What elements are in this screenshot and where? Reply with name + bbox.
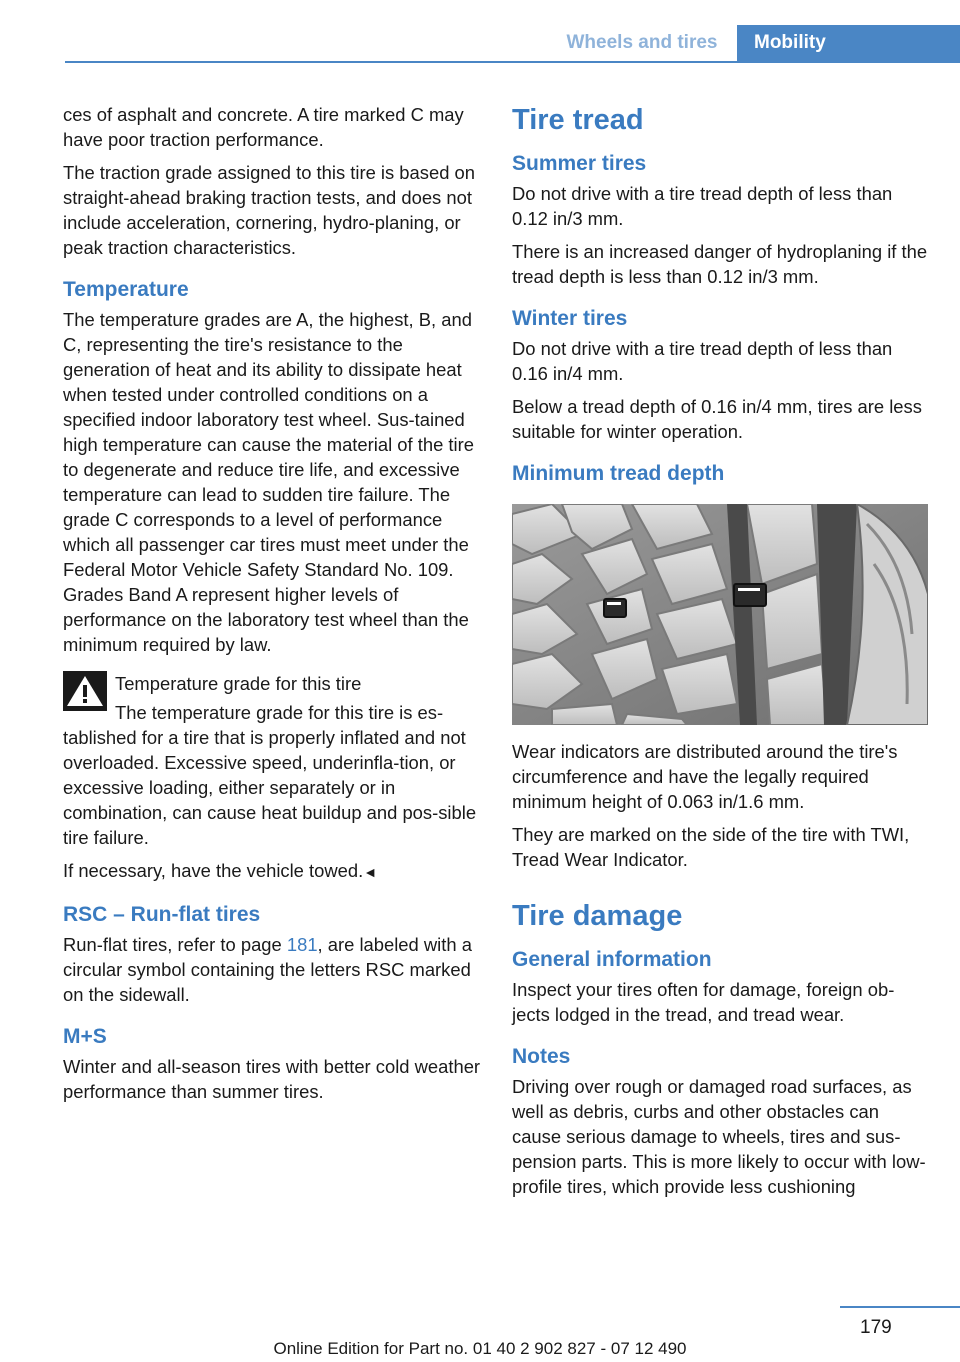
- paragraph-temperature: The temperature grades are A, the highest, B, and C, representing the tire's resistance to the generation of heat and its ability to dissipate heat when tested under controlled conditions on a specified indoor laboratory test wheel. Sus-tained high temperature can cause the material of the tire to degenerate and reduce tire life, and excessive temperature can lead to sudden tire failure. The grade C corresponds to a level of performance which all passenger car tires must meet under the Federal Motor Vehicle Safety Standard No. 109. Grades Band A represent higher levels of performance on the laboratory test wheel than the minimum required by law.: [63, 309, 474, 655]
- left-column: [63, 102, 483, 1112]
- warning-text: The temperature grade for this tire is es-tablished for a tire that is properly inflated and not overloaded. Excessive speed, underinfla-tion, or excessive loading, either separately or in combination, can cause heat buildup and pos-sible tire failure.: [63, 702, 477, 848]
- paragraph-notes: Driving over rough or damaged road surfaces, as well as debris, curbs and other obstacles can cause serious damage to wheels, tires and sus-pension parts. This is more likely to occur with low-profile tires, which provide less cushioning: [512, 1076, 926, 1197]
- paragraph-twi: They are marked on the side of the tire with TWI, Tread Wear Indicator.: [512, 824, 910, 870]
- rsc-text-before: Run-flat tires, refer to page: [63, 934, 287, 955]
- end-mark-icon: ◄: [363, 864, 378, 880]
- heading-tire-damage: Tire damage: [512, 900, 683, 932]
- paragraph-summer-depth: Do not drive with a tire tread depth of less than 0.12 in/3 mm.: [512, 183, 893, 229]
- heading-general-information: General information: [512, 948, 712, 971]
- paragraph-ms: Winter and all-season tires with better cold weather performance than summer tires.: [63, 1056, 481, 1102]
- header-section-title: Wheels and tires: [566, 32, 718, 53]
- footer-edition-text: Online Edition for Part no. 01 40 2 902 827 - 07 12 490: [273, 1339, 687, 1358]
- heading-minimum-tread-depth: Minimum tread depth: [512, 462, 725, 485]
- rsc-text-after: , are labeled with a circular symbol containing the letters RSC marked on the sidewall.: [63, 934, 472, 1005]
- header-chapter-tab: Mobility: [737, 25, 960, 61]
- warning-triangle-icon: [63, 671, 107, 711]
- paragraph-traction-grade: The traction grade assigned to this tire is based on straight-ahead braking traction tests, and does not include acceleration, cornering, hydro-planing, or peak traction characteristics.: [63, 162, 475, 258]
- paragraph-summer-hydroplaning: There is an increased danger of hydroplaning if the tread depth is less than 0.12 in/3 mm.: [512, 241, 928, 287]
- page-link-181[interactable]: 181: [286, 934, 318, 955]
- paragraph-wear-indicators: Wear indicators are distributed around the tire's circumference and have the legally required minimum height of 0.063 in/1.6 mm.: [512, 741, 898, 812]
- paragraph-winter-suitability: Below a tread depth of 0.16 in/4 mm, tires are less suitable for winter operation.: [512, 396, 922, 442]
- header-rule: [65, 61, 960, 63]
- heading-winter-tires: Winter tires: [512, 307, 628, 330]
- towed-text: If necessary, have the vehicle towed.: [63, 860, 364, 881]
- tire-tread-wear-indicator-illustration: [512, 504, 928, 725]
- heading-temperature: Temperature: [63, 278, 189, 301]
- heading-tire-tread: Tire tread: [512, 104, 644, 136]
- paragraph-traction-end: ces of asphalt and concrete. A tire marked C may have poor traction performance.: [63, 104, 464, 150]
- paragraph-winter-depth: Do not drive with a tire tread depth of less than 0.16 in/4 mm.: [512, 338, 893, 384]
- heading-rsc: RSC – Run-flat tires: [63, 903, 261, 926]
- warning-box: [63, 671, 483, 850]
- paragraph-general-information: Inspect your tires often for damage, foreign ob-jects lodged in the tread, and tread wear.: [512, 979, 895, 1025]
- paragraph-rsc: [63, 932, 483, 1007]
- footer-rule: [840, 1306, 960, 1308]
- paragraph-towed: [63, 858, 483, 885]
- warning-title: Temperature grade for this tire: [115, 673, 362, 694]
- heading-summer-tires: Summer tires: [512, 152, 647, 175]
- heading-notes: Notes: [512, 1045, 571, 1068]
- heading-ms: M+S: [63, 1025, 107, 1048]
- right-column: [512, 102, 930, 1207]
- page-number: 179: [860, 1317, 892, 1338]
